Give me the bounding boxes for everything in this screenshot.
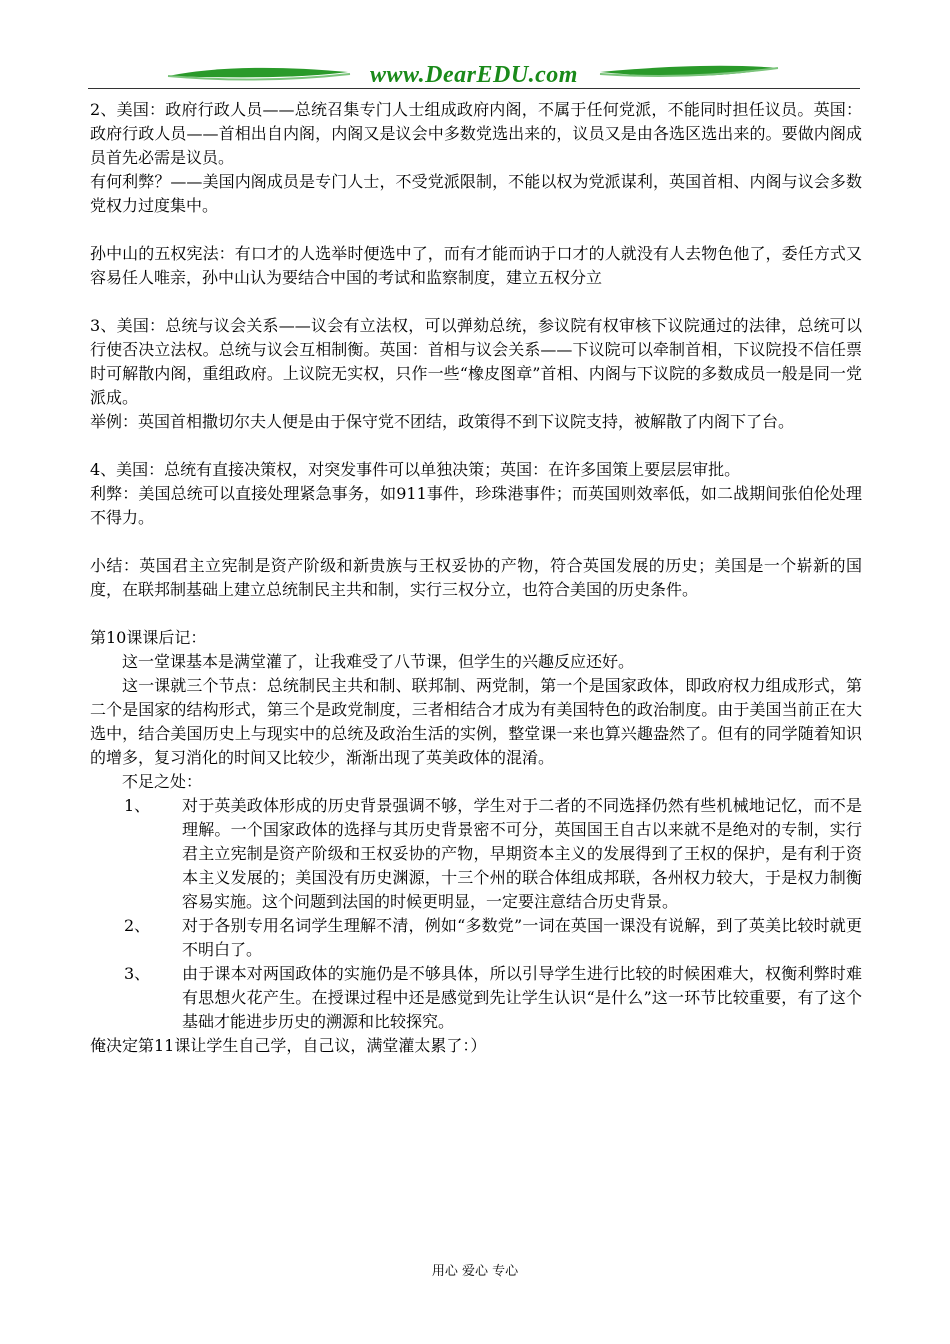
- list-item-text: 对于各别专用名词学生理解不清，例如“多数党”一词在英国一课没有说解，到了英美比较时就更不明白了。: [182, 916, 862, 959]
- list-item-text: 对于英美政体形成的历史背景强调不够，学生对于二者的不同选择仍然有些机械地记忆，而不是理解。一个国家政体的选择与其历史背景密不可分，英国国王自古以来就不是绝对的专制，实行君主立宪制是资产阶级和王权妥协的产物，早期资本主义的发展得到了王权的保护，是有利于资本主义发展的；美国没有历史渊源，十三个州的联合体组成邦联，各州权力较大，于是权力制衡容易实施。这个问题到法国的时候更明显，一定要注意结合历史背景。: [182, 796, 862, 911]
- list-item: [90, 914, 862, 962]
- pros-cons-2: 有何利弊？——美国内阁成员是专门人士，不受党派限制，不能以权为党派谋利，英国首相、内阁与议会多数党权力过度集中。: [90, 172, 862, 215]
- page-footer: 用心 爱心 专心: [431, 1264, 519, 1279]
- notes-paragraph-2: 这一课就三个节点：总统制民主共和制、联邦制、两党制，第一个是国家政体，即政府权力组成形式，第二个是国家的结构形式，第三个是政党制度，三者相结合才成为有美国特色的政治制度。由于美国当前正在大选中，结合美国历史上与现实中的总统及政治生活的实例，整堂课一来也算兴趣盎然了。但有的同学随着知识的增多，复习消化的时间又比较少，渐渐出现了英美政体的混淆。: [90, 676, 862, 767]
- paragraph-4: 4、美国：总统有直接决策权，对突发事件可以单独决策；英国：在许多国策上要层层审批。: [90, 460, 741, 479]
- notes-title: 第10课课后记：: [90, 628, 207, 647]
- list-item: [90, 962, 862, 1034]
- summary-paragraph: 小结：英国君主立宪制是资产阶级和新贵族与王权妥协的产物，符合英国发展的历史；美国是一个崭新的国度，在联邦制基础上建立总统制民主共和制，实行三权分立，也符合美国的历史条件。: [90, 556, 862, 599]
- closing-line: 俺决定第11课让学生自己学，自己议，满堂灌太累了：）: [90, 1036, 487, 1055]
- site-header-banner: [88, 58, 860, 92]
- example-paragraph: 举例：英国首相撒切尔夫人便是由于保守党不团结，政策得不到下议院支持，被解散了内阁下了台。: [90, 412, 795, 431]
- document-body: [90, 98, 862, 1058]
- pros-cons-4: 利弊：美国总统可以直接处理紧急事务，如911事件，珍珠港事件；而英国则效率低，如二战期间张伯伦处理不得力。: [90, 484, 862, 527]
- paragraph-2: 2、美国：政府行政人员——总统召集专门人士组成政府内阁，不属于任何党派，不能同时担任议员。英国：政府行政人员——首相出自内阁，内阁又是议会中多数党选出来的，议员又是由各选区选出来的。要做内阁成员首先必需是议员。: [90, 100, 862, 167]
- list-item-number: 3、: [124, 964, 151, 983]
- list-item: [90, 794, 862, 914]
- header-rule: [88, 88, 860, 89]
- paragraph-3: 3、美国：总统与议会关系——议会有立法权，可以弹劾总统，参议院有权审核下议院通过的法律，总统可以行使否决立法权。总统与议会互相制衡。英国：首相与议会关系——下议院可以牵制首相，下议院投不信任票时可解散内阁，重组政府。上议院无实权，只作一些“橡皮图章”首相、内阁与下议院的多数成员一般是同一党派成。: [90, 316, 862, 407]
- sun-yatsen-paragraph: 孙中山的五权宪法：有口才的人选举时便选中了，而有才能而讷于口才的人就没有人去物色他了，委任方式又容易任人唯亲，孙中山认为要结合中国的考试和监察制度，建立五权分立: [90, 244, 862, 287]
- list-item-number: 1、: [124, 796, 151, 815]
- notes-paragraph-1: 这一堂课基本是满堂灌了，让我难受了八节课，但学生的兴趣反应还好。: [122, 652, 635, 671]
- site-url: www.DearEDU.com: [370, 62, 578, 88]
- shortcomings-list: [90, 794, 862, 1034]
- list-item-number: 2、: [124, 916, 151, 935]
- list-item-text: 由于课本对两国政体的实施仍是不够具体，所以引导学生进行比较的时候困难大，权衡利弊时难有思想火花产生。在授课过程中还是感觉到先让学生认识“是什么”这一环节比较重要，有了这个基础才能进步历史的溯源和比较探究。: [182, 964, 862, 1031]
- shortcomings-heading: 不足之处：: [122, 772, 203, 791]
